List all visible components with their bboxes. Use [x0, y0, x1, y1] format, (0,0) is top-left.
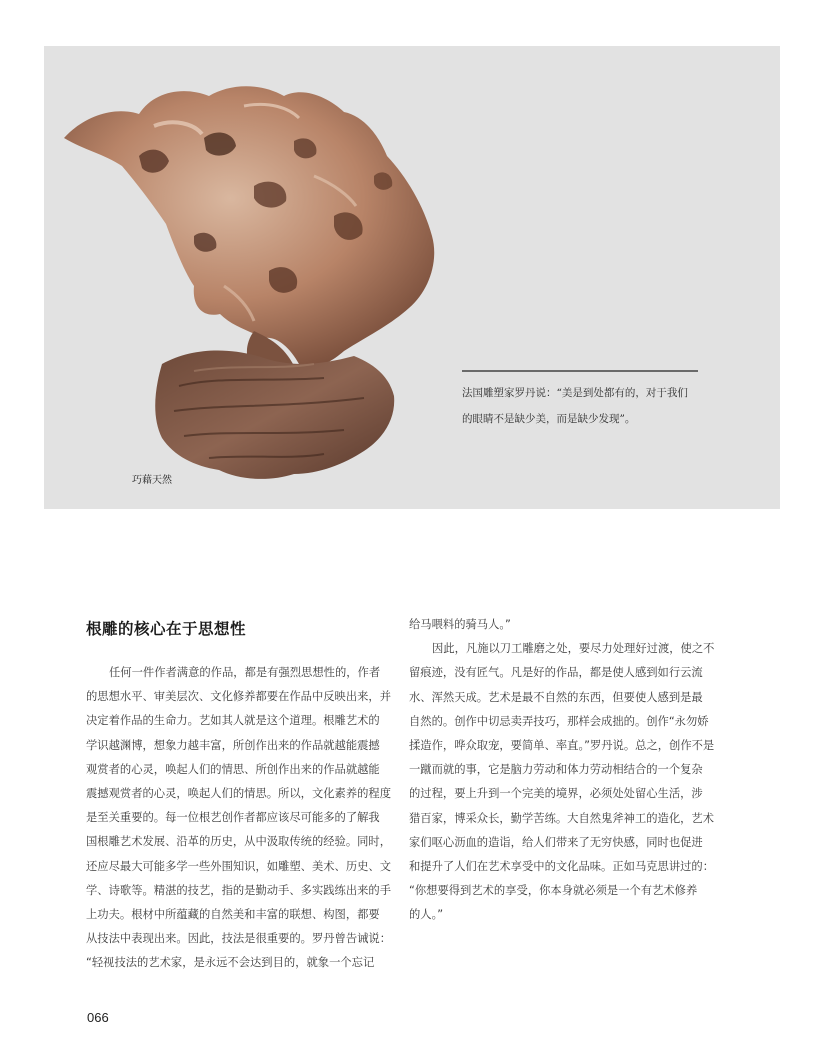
body-line: “你想要得到艺术的享受，你本身就必须是一个有艺术修养 — [409, 884, 698, 898]
body-line: 和提升了人们在艺术享受中的文化品味。正如马克思讲过的： — [409, 859, 715, 873]
body-line: 还应尽最大可能多学一些外围知识，如雕塑、美术、历史、文 — [86, 859, 392, 873]
body-column-right — [409, 613, 715, 927]
body-line: 一蹴而就的事，它是脑力劳动和体力劳动相结合的一个复杂 — [409, 763, 703, 777]
quote-caption-line: 的眼睛不是缺少美，而是缺少发现”。 — [462, 413, 636, 425]
quote-caption — [462, 380, 712, 432]
body-line: 任何一件作者满意的作品，都是有强烈思想性的，作者 — [109, 666, 381, 679]
body-line: 因此，凡施以刀工雕磨之处，要尽力处理好过渡，使之不 — [432, 642, 715, 656]
body-line: 的人。” — [409, 908, 444, 922]
body-line: 猎百家，博采众长，勤学苦练。大自然鬼斧神工的造化，艺术 — [409, 811, 715, 825]
body-line: 上功夫。根材中所蕴藏的自然美和丰富的联想、构图，都要 — [86, 907, 380, 921]
body-line: 自然的。创作中切忌卖弄技巧，那样会成拙的。创作“永勿娇 — [409, 714, 709, 728]
body-line: 决定着作品的生命力。艺如其人就是这个道理。根雕艺术的 — [86, 714, 380, 728]
quote-caption-line: 法国雕塑家罗丹说：“美是到处都有的，对于我们 — [462, 387, 688, 399]
body-line: 国根雕艺术发展、沿革的历史，从中汲取传统的经验。同时， — [86, 835, 392, 849]
body-line: 从技法中表现出来。因此，技法是很重要的。罗丹曾告诫说： — [86, 932, 392, 946]
caption-rule — [462, 370, 698, 372]
photo-label: 巧藉天然 — [132, 475, 172, 486]
photo-panel — [44, 46, 780, 509]
page-number: 066 — [87, 1010, 109, 1025]
section-heading: 根雕的核心在于思想性 — [86, 620, 247, 638]
body-line: 的过程，要上升到一个完美的境界，必须处处留心生活，涉 — [409, 787, 703, 801]
body-line: 的思想水平、审美层次、文化修养都要在作品中反映出来，并 — [86, 690, 392, 704]
body-line: 揉造作，哗众取宠，要简单、率直。”罗丹说。总之，创作不是 — [409, 738, 715, 752]
body-line: 水、浑然天成。艺术是最不自然的东西，但要使人感到是最 — [409, 690, 703, 704]
body-line: 留痕迹，没有匠气。凡是好的作品，都是使人感到如行云流 — [409, 666, 703, 680]
root-sculpture-image — [44, 46, 780, 509]
body-line: 给马喂料的骑马人。” — [409, 618, 511, 631]
body-line: 家们呕心沥血的造诣，给人们带来了无穷快感，同时也促进 — [409, 835, 703, 849]
body-line: “轻视技法的艺术家，是永远不会达到目的，就象一个忘记 — [86, 956, 375, 970]
body-line: 震撼观赏者的心灵，唤起人们的情思。所以，文化素养的程度 — [86, 786, 392, 800]
body-line: 学识越渊博，想象力越丰富，所创作出来的作品就越能震撼 — [86, 738, 380, 752]
body-line: 是至关重要的。每一位根艺创作者都应该尽可能多的了解我 — [86, 811, 380, 825]
body-column-left — [86, 661, 392, 975]
body-line: 学、诗歌等。精湛的技艺，指的是勤动手、多实践练出来的手 — [86, 883, 392, 897]
body-line: 观赏者的心灵，唤起人们的情思、所创作出来的作品就越能 — [86, 762, 380, 776]
